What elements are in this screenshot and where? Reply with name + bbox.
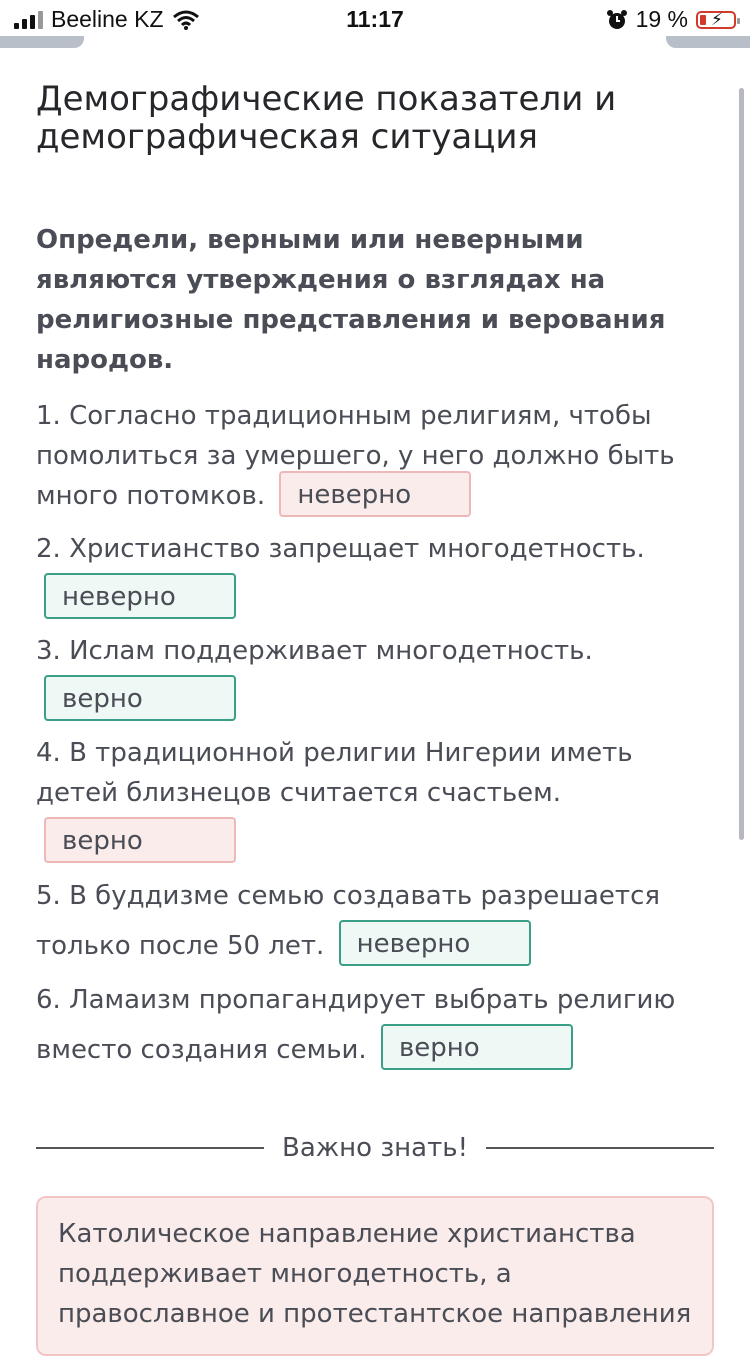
statement-text: 3. Ислам поддерживает многодетность. [36,635,593,666]
status-bar [0,0,750,40]
carrier-name: Beeline KZ [51,6,164,32]
statement-text: 6. Ламаизм пропагандирует выбрать религию вместо создания семьи. [36,984,676,1065]
question-text: Определи, верными или неверными являются утверждения о взглядах на религиозные представления и верования народов. [36,225,666,375]
tab-edge-right [666,36,750,48]
statement-5 [36,871,716,971]
status-right [606,6,736,33]
answer-dropdown-5[interactable]: неверно [339,920,531,966]
task-content [36,80,716,1075]
scrollbar[interactable] [739,88,744,840]
statement-4 [36,733,716,863]
answer-dropdown-3[interactable]: верно [44,675,236,721]
statement-6 [36,975,716,1075]
divider-label: Важно знать! [281,1133,468,1163]
answer-dropdown-2[interactable]: неверно [44,573,236,619]
page-title: Демографические показатели и демографическая ситуация [36,79,617,157]
tab-edge-left [0,36,84,48]
divider-line-right [486,1147,714,1149]
answer-dropdown-4[interactable]: верно [44,817,236,863]
info-note [36,1196,714,1356]
important-divider [36,1128,714,1168]
statement-text: 4. В традиционной религии Нигерии иметь детей близнецов считается счастьем. [36,737,633,808]
statement-2 [36,529,716,619]
battery-charging-icon: ⚡ [696,11,736,29]
alarm-icon [606,9,628,31]
statement-1 [36,396,716,517]
statement-text: 5. В буддизме семью создавать разрешается только после 50 лет. [36,880,661,961]
statement-text: 2. Христианство запрещает многодетность. [36,533,645,564]
answer-dropdown-6[interactable]: верно [381,1024,573,1070]
statement-text: 1. Согласно традиционным религиям, чтобы помолиться за умершего, у него должно быть много потомков. [36,401,675,511]
clock: 11:17 [346,6,404,32]
statement-3 [36,631,716,721]
note-text: Католическое направление христианства поддерживает многодетность, а православное и протестантское направления [58,1219,692,1329]
battery-percent: 19 % [635,6,688,32]
answer-dropdown-1[interactable]: неверно [279,471,471,517]
